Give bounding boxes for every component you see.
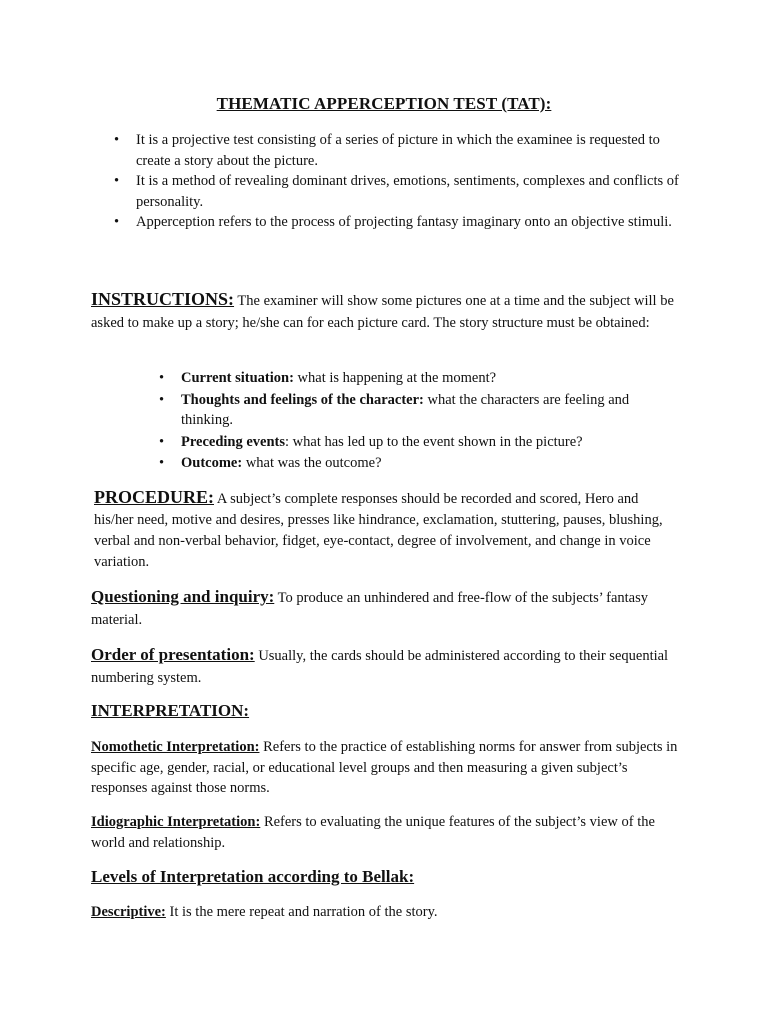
story-structure-list xyxy=(159,368,681,474)
levels-heading: Levels of Interpretation according to Bellak: xyxy=(91,867,415,886)
intro-bullet-list xyxy=(114,130,696,233)
questioning-heading: Questioning and inquiry: xyxy=(91,587,275,606)
item-label: Current situation: xyxy=(181,370,294,386)
interpretation-heading: INTERPRETATION: xyxy=(91,701,250,720)
bullet-icon: • xyxy=(159,370,165,386)
procedure-heading: PROCEDURE: xyxy=(94,487,214,507)
questioning-text: To produce an unhindered and free-flow of the subjects’ fantasy material. xyxy=(91,590,648,628)
list-item xyxy=(114,130,696,171)
descriptive-label: Descriptive: xyxy=(91,904,166,920)
procedure-section xyxy=(94,487,681,573)
order-heading: Order of presentation: xyxy=(91,645,255,664)
idiographic-text: Refers to evaluating the unique features of the subject’s view of the world and relationship. xyxy=(91,814,655,851)
list-item xyxy=(159,390,681,431)
descriptive-section xyxy=(91,902,681,923)
list-item xyxy=(114,171,696,212)
bullet-icon: • xyxy=(159,433,165,450)
bullet-icon: • xyxy=(114,132,120,148)
item-text: : what has led up to the event shown in the picture? xyxy=(285,433,583,450)
bullet-icon: • xyxy=(114,173,120,189)
item-text: what the characters are feeling and thinking. xyxy=(181,391,630,428)
interpretation-section xyxy=(91,701,681,721)
list-item xyxy=(159,432,681,453)
questioning-section xyxy=(91,586,681,631)
nomothetic-text: Refers to the practice of establishing norms for answer from subjects in specific age, gender, racial, or educational level groups and then measuring a given subject’s responses against those norms. xyxy=(91,739,678,796)
bullet-icon: • xyxy=(159,391,165,408)
order-section xyxy=(91,644,681,689)
item-label: Thoughts and feelings of the character: xyxy=(181,391,424,408)
bullet-icon: • xyxy=(159,455,165,471)
page-title: THEMATIC APPERCEPTION TEST (TAT): xyxy=(216,94,552,113)
list-item xyxy=(159,453,681,474)
item-text: what was the outcome? xyxy=(242,455,382,471)
item-text: what is happening at the moment? xyxy=(293,370,497,386)
instructions-section xyxy=(91,289,681,334)
list-item xyxy=(114,212,696,233)
bullet-text: It is a method of revealing dominant drives, emotions, sentiments, complexes and conflicts of personality. xyxy=(136,173,679,210)
nomothetic-label: Nomothetic Interpretation: xyxy=(91,739,260,755)
item-label: Outcome: xyxy=(181,455,243,471)
item-label: Preceding events xyxy=(181,433,286,450)
instructions-heading: INSTRUCTIONS: xyxy=(91,289,235,309)
bullet-text: It is a projective test consisting of a series of picture in which the examinee is requested to create a story about the picture. xyxy=(136,132,660,169)
list-item xyxy=(159,368,681,389)
bullet-icon: • xyxy=(114,214,120,230)
bullet-text: Apperception refers to the process of projecting fantasy imaginary onto an objective stimuli. xyxy=(136,214,672,230)
descriptive-text: It is the mere repeat and narration of the story. xyxy=(165,904,438,920)
order-text: Usually, the cards should be administered according to their sequential numbering system. xyxy=(91,648,669,686)
nomothetic-section xyxy=(91,737,681,799)
instructions-text: The examiner will show some pictures one at a time and the subject will be asked to make up a story; he/she can for each picture card. The story structure must be obtained: xyxy=(91,293,674,331)
idiographic-section xyxy=(91,812,681,853)
procedure-text: A subject’s complete responses should be recorded and scored, Hero and his/her need, motive and desires, presses like hindrance, exclamation, stuttering, pauses, blushing, verbal and non-verbal behavior, fidget, eye-contact, degree of involvement, and change in voice variation. xyxy=(94,491,663,570)
idiographic-label: Idiographic Interpretation: xyxy=(91,814,261,830)
levels-section xyxy=(91,867,681,887)
